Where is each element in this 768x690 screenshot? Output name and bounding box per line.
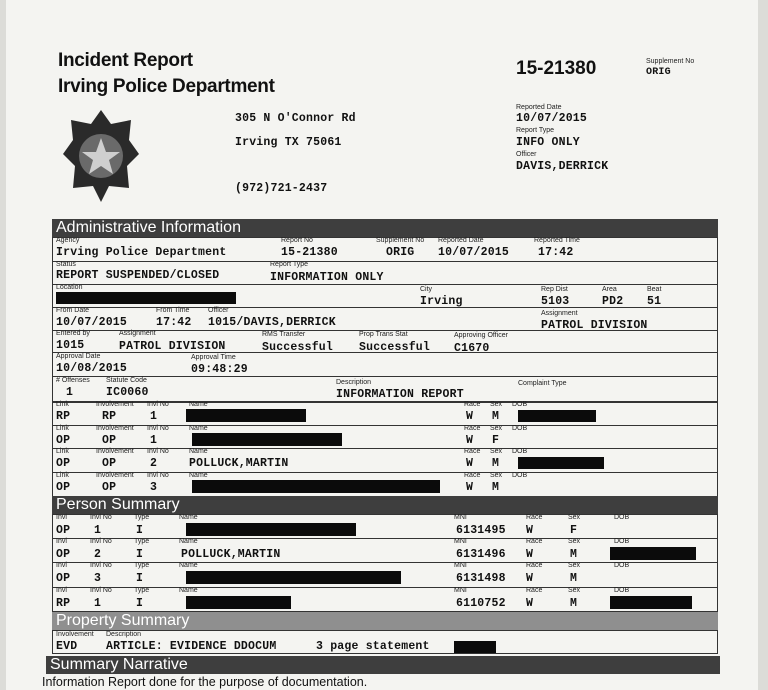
- person-mni: 6131496: [456, 548, 506, 561]
- person-sex: M: [570, 597, 578, 610]
- location-label: Location: [56, 284, 83, 291]
- offenses-label: # Offenses: [56, 377, 90, 384]
- person-no-label: Invl No: [90, 562, 112, 569]
- inv-sex-label: Sex: [490, 425, 503, 432]
- person-invl: OP: [56, 548, 71, 561]
- person-type-label: Type: [134, 562, 150, 569]
- property-description-extra: 3 page statement: [316, 640, 430, 653]
- admin-rep-time-label: Reported Time: [534, 237, 580, 244]
- inv-sex-label: Sex: [490, 472, 503, 479]
- inv-involvement: OP: [102, 481, 117, 494]
- person-sex: M: [570, 548, 578, 561]
- inv-race-label: Race: [464, 448, 481, 455]
- person-no-label: Invl No: [90, 538, 112, 545]
- prop-trans-value: Successful: [359, 341, 431, 354]
- inv-no-label: Invl No: [147, 472, 169, 479]
- person-section-header: Person Summary: [52, 496, 718, 514]
- inv-involvement-label: Involvement: [96, 472, 134, 479]
- person-race: W: [526, 548, 534, 561]
- supplement-value: ORIG: [646, 67, 671, 78]
- person-invl: RP: [56, 597, 71, 610]
- person-no: 2: [94, 548, 102, 561]
- person-race-label: Race: [526, 538, 543, 545]
- inv-no-label: Invl No: [147, 425, 169, 432]
- person-race: W: [526, 524, 534, 537]
- agency-value: Irving Police Department: [56, 246, 227, 259]
- person-invl-label: Invl: [56, 587, 67, 594]
- supplement-label: Supplement No: [646, 58, 695, 65]
- person-race: W: [526, 572, 534, 585]
- agency-label: Agency: [56, 237, 80, 244]
- narrative-text: Information Report done for the purpose of documentation.: [42, 675, 368, 689]
- person-name: POLLUCK,MARTIN: [181, 548, 281, 561]
- admin-rep-time: 17:42: [538, 246, 574, 259]
- person-no-label: Invl No: [90, 587, 112, 594]
- person-invl-label: Invl: [56, 514, 67, 521]
- report-type: INFO ONLY: [516, 136, 580, 149]
- admin-rep-date: 10/07/2015: [438, 246, 510, 259]
- inv-no: 1: [150, 410, 158, 423]
- status-value: REPORT SUSPENDED/CLOSED: [56, 269, 220, 282]
- area-value: PD2: [602, 295, 624, 308]
- reported-date: 10/07/2015: [516, 112, 588, 125]
- inv-race: W: [466, 457, 474, 470]
- phone-number: (972)721-2437: [235, 182, 328, 195]
- admin-section-header: Administrative Information: [52, 219, 718, 237]
- inv-link-label: Link: [56, 448, 69, 455]
- person-sex-label: Sex: [568, 514, 581, 521]
- person-name-redaction: [186, 596, 291, 609]
- assignment2-value: PATROL DIVISION: [119, 340, 226, 353]
- police-badge-icon: [61, 108, 141, 204]
- statute-value: IC0060: [106, 386, 149, 399]
- inv-name: POLLUCK,MARTIN: [189, 457, 289, 470]
- inv-no-label: Invl No: [147, 448, 169, 455]
- inv-involvement: RP: [102, 410, 117, 423]
- inv-race: W: [466, 410, 474, 423]
- narrative-section-header: Summary Narrative: [46, 656, 720, 674]
- person-mni-label: MNI: [454, 562, 467, 569]
- inv-name-redaction: [186, 409, 306, 422]
- person-mni: 6131498: [456, 572, 506, 585]
- inv-involvement-label: Involvement: [96, 425, 134, 432]
- report-number: 15-21380: [516, 58, 597, 79]
- person-name-redaction: [186, 523, 356, 536]
- area-label: Area: [602, 286, 617, 293]
- person-race-label: Race: [526, 587, 543, 594]
- person-invl-label: Invl: [56, 562, 67, 569]
- person-name-label: Name: [179, 538, 198, 545]
- admin-officer-label: Officer: [208, 307, 229, 314]
- person-mni: 6110752: [456, 597, 506, 610]
- report-paper: [6, 0, 758, 690]
- inv-name-label: Name: [189, 448, 208, 455]
- inv-name-redaction: [192, 480, 440, 493]
- person-sex: M: [570, 572, 578, 585]
- description-label: Description: [336, 379, 372, 386]
- status-label: Status: [56, 261, 76, 268]
- assignment-label: Assignment: [541, 310, 578, 317]
- statute-label: Statute Code: [106, 377, 147, 384]
- beat-label: Beat: [647, 286, 662, 293]
- person-name-label: Name: [179, 562, 198, 569]
- person-sex-label: Sex: [568, 562, 581, 569]
- person-mni-label: MNI: [454, 587, 467, 594]
- property-description-label: Description: [106, 631, 142, 638]
- person-dob-label: DOB: [614, 538, 630, 545]
- address-line2: Irving TX 75061: [235, 136, 342, 149]
- property-involvement: EVD: [56, 640, 78, 653]
- person-mni: 6131495: [456, 524, 506, 537]
- inv-link-label: Link: [56, 425, 69, 432]
- approval-date: 10/08/2015: [56, 362, 128, 375]
- address-line1: 305 N O'Connor Rd: [235, 112, 356, 125]
- rep-dist-label: Rep Dist: [541, 286, 568, 293]
- person-mni-label: MNI: [454, 538, 467, 545]
- report-type-label-2: Report Type: [270, 261, 309, 268]
- person-invl: OP: [56, 524, 71, 537]
- inv-involvement-label: Involvement: [96, 448, 134, 455]
- prop-trans-label: Prop Trans Stat: [359, 331, 408, 338]
- person-sex-label: Sex: [568, 538, 581, 545]
- department-title: Irving Police Department: [58, 76, 275, 97]
- person-name-redaction: [186, 571, 401, 584]
- inv-link: OP: [56, 457, 71, 470]
- inv-no: 1: [150, 434, 158, 447]
- property-involvement-label: Involvement: [56, 631, 94, 638]
- inv-link-label: Link: [56, 472, 69, 479]
- from-time: 17:42: [156, 316, 192, 329]
- admin-rep-date-label: Reported Date: [438, 237, 484, 244]
- city-label: City: [420, 286, 433, 293]
- entered-by-label: Entered by: [56, 330, 90, 337]
- inv-sex: M: [492, 410, 500, 423]
- inv-sex: F: [492, 434, 500, 447]
- approval-time: 09:48:29: [191, 363, 248, 376]
- from-time-label: From Time: [156, 307, 190, 314]
- inv-involvement: OP: [102, 434, 117, 447]
- inv-dob-label: DOB: [512, 401, 528, 408]
- inv-race: W: [466, 434, 474, 447]
- assignment2-label: Assignment: [119, 330, 156, 337]
- person-name-label: Name: [179, 587, 198, 594]
- assignment-value: PATROL DIVISION: [541, 319, 648, 332]
- inv-link: OP: [56, 434, 71, 447]
- person-dob-label: DOB: [614, 587, 630, 594]
- location-redaction: [56, 292, 236, 304]
- inv-sex: M: [492, 481, 500, 494]
- inv-sex-label: Sex: [490, 448, 503, 455]
- description-value: INFORMATION REPORT: [336, 388, 464, 401]
- beat-value: 51: [647, 295, 662, 308]
- rep-dist-value: 5103: [541, 295, 570, 308]
- rms-value: Successful: [262, 341, 334, 354]
- inv-link-label: Link: [56, 401, 69, 408]
- person-no-label: Invl No: [90, 514, 112, 521]
- admin-supp-label: Supplement No: [376, 237, 425, 244]
- officer-label: Officer: [516, 151, 537, 158]
- from-date: 10/07/2015: [56, 316, 128, 329]
- inv-link: OP: [56, 481, 71, 494]
- person-race: W: [526, 597, 534, 610]
- admin-supp: ORIG: [386, 246, 415, 259]
- property-redaction: [454, 641, 496, 653]
- person-dob-redaction: [610, 547, 696, 560]
- person-type-label: Type: [134, 538, 150, 545]
- person-type: I: [136, 524, 144, 537]
- person-dob-label: DOB: [614, 562, 630, 569]
- approving-label: Approving Officer: [454, 332, 508, 339]
- rms-label: RMS Transfer: [262, 331, 306, 338]
- inv-involvement: OP: [102, 457, 117, 470]
- person-no: 1: [94, 597, 102, 610]
- person-sex: F: [570, 524, 578, 537]
- person-sex-label: Sex: [568, 587, 581, 594]
- person-dob-redaction: [610, 596, 692, 609]
- inv-race-label: Race: [464, 472, 481, 479]
- inv-sex: M: [492, 457, 500, 470]
- person-invl: OP: [56, 572, 71, 585]
- person-type: I: [136, 548, 144, 561]
- person-mni-label: MNI: [454, 514, 467, 521]
- inv-sex-label: Sex: [490, 401, 503, 408]
- inv-no: 2: [150, 457, 158, 470]
- person-invl-label: Invl: [56, 538, 67, 545]
- inv-race: W: [466, 481, 474, 494]
- person-name-label: Name: [179, 514, 198, 521]
- inv-name-label: Name: [189, 401, 208, 408]
- inv-no-label: Invl No: [147, 401, 169, 408]
- city-value: Irving: [420, 295, 463, 308]
- inv-name-label: Name: [189, 425, 208, 432]
- person-race-label: Race: [526, 562, 543, 569]
- inv-name-label: Name: [189, 472, 208, 479]
- inv-race-label: Race: [464, 401, 481, 408]
- admin-report-no: 15-21380: [281, 246, 338, 259]
- admin-officer: 1015/DAVIS,DERRICK: [208, 316, 336, 329]
- inv-dob-label: DOB: [512, 425, 528, 432]
- approving-value: C1670: [454, 342, 490, 355]
- inv-no: 3: [150, 481, 158, 494]
- property-section-header: Property Summary: [52, 612, 718, 630]
- inv-race-label: Race: [464, 425, 481, 432]
- approval-date-label: Approval Date: [56, 353, 101, 360]
- inv-involvement-label: Involvement: [96, 401, 134, 408]
- inv-dob-label: DOB: [512, 448, 528, 455]
- offenses-value: 1: [66, 386, 74, 399]
- person-type-label: Type: [134, 514, 150, 521]
- report-type-label: Report Type: [516, 127, 555, 134]
- inv-dob-label: DOB: [512, 472, 528, 479]
- person-no: 1: [94, 524, 102, 537]
- person-dob-label: DOB: [614, 514, 630, 521]
- approval-time-label: Approval Time: [191, 354, 236, 361]
- report-title: Incident Report: [58, 50, 193, 71]
- inv-link: RP: [56, 410, 71, 423]
- from-date-label: From Date: [56, 307, 90, 314]
- person-race-label: Race: [526, 514, 543, 521]
- reported-date-label: Reported Date: [516, 104, 562, 111]
- property-description: ARTICLE: EVIDENCE DDOCUM: [106, 640, 277, 653]
- person-type: I: [136, 597, 144, 610]
- report-type-value: INFORMATION ONLY: [270, 271, 384, 284]
- entered-by: 1015: [56, 339, 85, 352]
- complaint-type-label: Complaint Type: [518, 380, 567, 387]
- inv-name-redaction: [192, 433, 342, 446]
- inv-dob-redaction: [518, 457, 604, 469]
- person-type: I: [136, 572, 144, 585]
- officer-name: DAVIS,DERRICK: [516, 160, 609, 173]
- person-type-label: Type: [134, 587, 150, 594]
- admin-report-no-label: Report No: [281, 237, 313, 244]
- inv-dob-redaction: [518, 410, 596, 422]
- person-no: 3: [94, 572, 102, 585]
